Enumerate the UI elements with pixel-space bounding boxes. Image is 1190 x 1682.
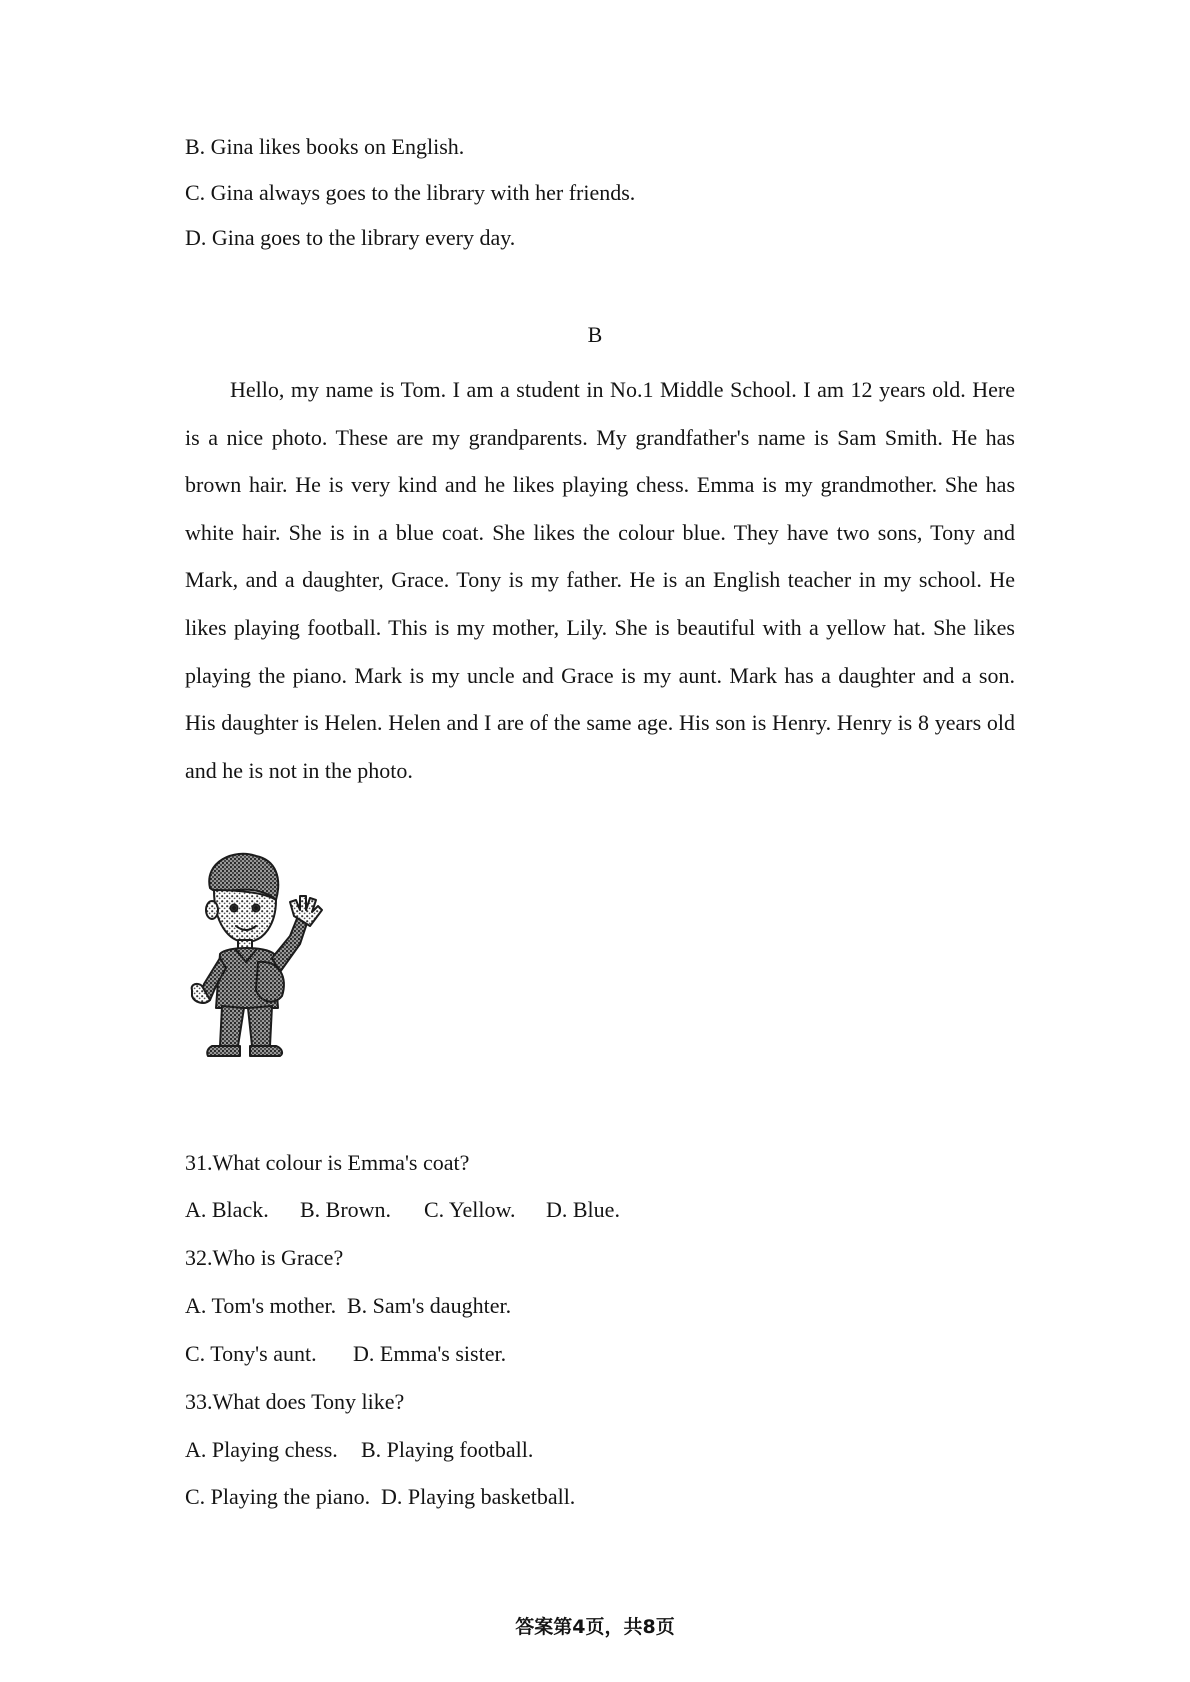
option-a: A. Playing chess. (185, 1437, 338, 1462)
option-b: B. Brown. (300, 1197, 392, 1222)
option-d: D. Blue. (546, 1197, 620, 1222)
waving-boy-icon (186, 850, 326, 1075)
page-footer: 答案第4页，共8页 (515, 1616, 675, 1638)
option-c: C. Playing the piano. (185, 1484, 371, 1509)
option-b: B. Sam's daughter. (347, 1293, 512, 1318)
option-b-prev: B. Gina likes books on English. (185, 134, 465, 159)
section-title: B (587, 322, 603, 347)
option-d: D. Playing basketball. (381, 1484, 576, 1509)
option-d-prev: D. Gina goes to the library every day. (185, 225, 516, 250)
option-d: D. Emma's sister. (353, 1341, 507, 1366)
question-32-options-row-1 (185, 1293, 511, 1319)
option-a: A. Black. (185, 1197, 269, 1222)
option-a: A. Tom's mother. (185, 1293, 337, 1318)
question-32-stem: 32.Who is Grace? (185, 1245, 344, 1270)
question-31-stem: 31.What colour is Emma's coat? (185, 1150, 470, 1175)
question-32-options-row-2 (185, 1341, 506, 1367)
question-33-options-row-2 (185, 1484, 575, 1510)
question-31-options (185, 1197, 620, 1223)
reading-passage: Hello, my name is Tom. I am a student in No.1 Middle School. I am 12 years old. Here is a nice photo. These are my grandparents. My grandfather's name is Sam Smith. He has brown hair. He is very kind and he likes playing chess. Emma is my grandmother. She has white hair. She is in a blue coat. She likes the colour blue. They have two sons, Tony and Mark, and a daughter, Grace. Tony is my father. He is an English teacher in my school. He likes playing football. This is my mother, Lily. She is beautiful with a yellow hat. She likes playing the piano. Mark is my uncle and Grace is my aunt. Mark has a daughter and a son. His daughter is Helen. Helen and I are of the same age. His son is Henry. Henry is 8 years old and he is not in the photo. (185, 377, 1015, 783)
option-c: C. Tony's aunt. (185, 1341, 317, 1366)
option-b: B. Playing football. (361, 1437, 534, 1462)
question-33-stem: 33.What does Tony like? (185, 1389, 405, 1414)
option-c-prev: C. Gina always goes to the library with her friends. (185, 180, 636, 205)
option-c: C. Yellow. (424, 1197, 516, 1222)
question-33-options-row-1 (185, 1437, 533, 1463)
